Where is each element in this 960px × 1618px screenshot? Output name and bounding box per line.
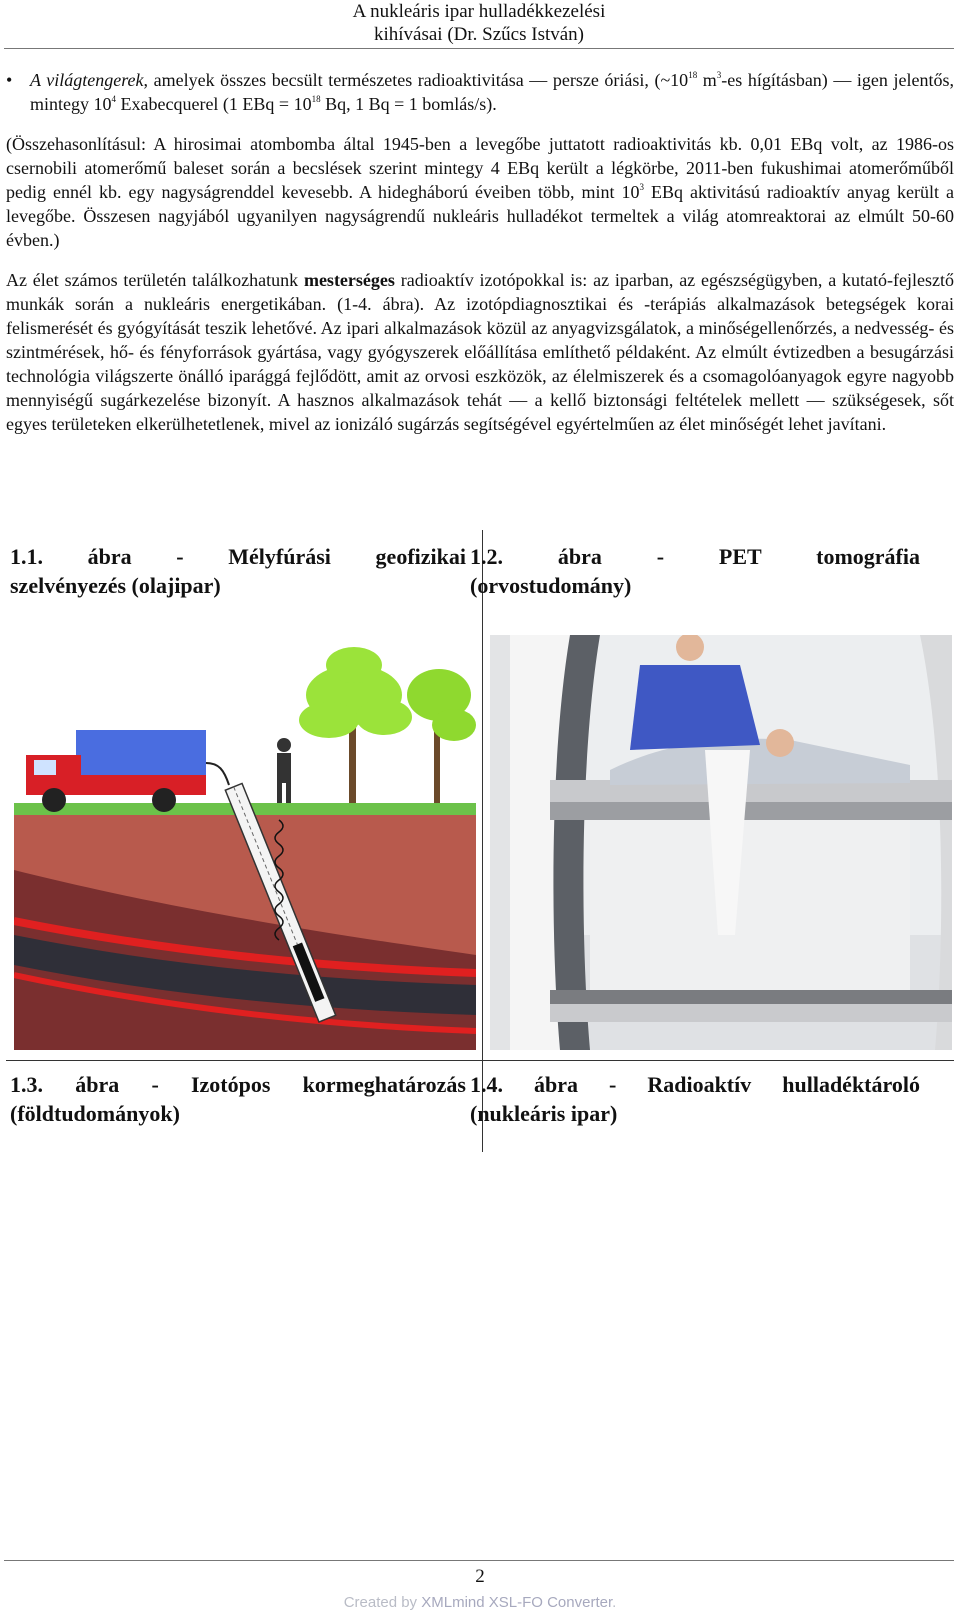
caption-line: (földtudományok) [10,1101,180,1126]
caption-line: 1.2. ábra - PET tomográfia [470,544,920,569]
para2-text-2: EBq aktivitású radioaktív anyag került a levegőbe. Összesen nagyjából ugyanilyen nagyságrendű nukleáris hulladékot termeltek a világ atomreaktorai az elmúlt 50-60 évben.) [6,182,954,250]
para2-text-1: (Összehasonlításul: A hirosimai atombomba által 1945-ben a levegőbe juttatott radioaktivitás kb. 0,01 EBq volt, az 1986-os csernobili atomerőmű baleset során a becslések szerint mintegy 4 EBq került a légkörbe, 2011-ben fukushimai atomerőműből pedig ennél kb. egy nagyságrenddel kevesebb. A hidegháború éveiben több, mint 10 [6,134,954,202]
caption-line: (orvostudomány) [470,573,632,598]
patient-table [550,780,952,1022]
applications-paragraph [6,268,954,436]
bullet-text-1: , amelyek összes becsült természetes radioaktivitása — persze óriási, (~10 [143,70,689,90]
sup: 4 [111,94,116,104]
para3-bold: mesterséges [303,270,395,290]
sup: 18 [311,94,321,104]
bullet-italic-lead: A világtengerek [30,70,144,90]
figure-caption-1-4 [470,1070,920,1128]
main-content [6,68,954,436]
credit-suffix: . [612,1594,617,1611]
caption-line: szelvényezés (olajipar) [10,573,221,598]
table-horizontal-divider [6,1060,954,1061]
header-title-line2: kihívásai (Dr. Szűcs István) [373,24,584,45]
caption-line: (nukleáris ipar) [470,1101,618,1126]
page-header [4,0,954,49]
header-title-line1: A nukleáris ipar hulladékkezelési [352,1,606,22]
footer-divider [4,1560,954,1561]
para3-text-1: Az élet számos területén találkozhatunk [6,270,304,290]
figure-caption-1-3 [10,1070,466,1128]
figure-caption-1-2 [470,542,920,600]
credit-prefix: Created by [343,1594,422,1611]
caption-line: 1.1. ábra - Mélyfúrási geofizikai [10,544,466,569]
caption-line: 1.4. ábra - Radioaktív hulladéktároló [470,1072,920,1097]
para3-text-2: radioaktív izotópokkal is: az iparban, az egészségügyben, a kutató-fejlesztő munkák során a nukleáris energetikában. (1-4. ábra). Az izotópdiagnosztikai és -terápiás alkalmazások betegségek korai felismerését és gyógyítását teszik lehetővé. Az ipari alkalmazások közül az anyagvizsgálatok, a minőségellenőrzés, a nedvesség- és szintmérések, hő- és fényforrások gyártása, vagy gyógyszerek előállítása említhető példaként. Az elmúlt évtizedben a besugárzási technológia világszerte önálló iparággá fejlődött, amit az orvosi eszközök, az élelmiszerek és a csomagolóanyagok egyre nagyobb mennyiségű sugárkezelése bizonyít. A hasznos alkalmazások tehát — a kellő biztonsági feltételek mellett — szükségesek, sőt egyes területeken elkerülhetetlenek, mivel az ionizáló sugárzás segítségével egyértelműen az élet minőségét lehet javítani. [6,270,955,434]
caption-line: 1.3. ábra - Izotópos kormeghatározás [10,1072,466,1097]
sup: 3 [639,182,644,192]
table-vertical-divider [482,530,483,1152]
pet-scanner-photo [490,635,952,1050]
converter-credit [0,1594,960,1611]
comparison-paragraph [6,132,954,252]
page-number: 2 [475,1566,485,1587]
bullet-symbol: • [6,70,13,90]
bullet-text-5: Bq, 1 Bq = 1 bomlás/s). [320,94,497,114]
sup: 18 [688,70,698,80]
bullet-paragraph [6,68,954,116]
figure-caption-1-1 [10,542,466,600]
bullet-text-3: -es hígításban) — igen jelentős, mintegy 10 [30,70,954,114]
credit-product-link[interactable]: XMLmind XSL-FO Converter [421,1594,613,1611]
bullet-text-2: m [697,70,717,90]
bullet-text-4: Exabecquerel (1 EBq = 10 [116,94,312,114]
figure-table [6,530,954,1152]
sup: 3 [716,70,722,80]
well-logging-illustration [14,635,476,1050]
